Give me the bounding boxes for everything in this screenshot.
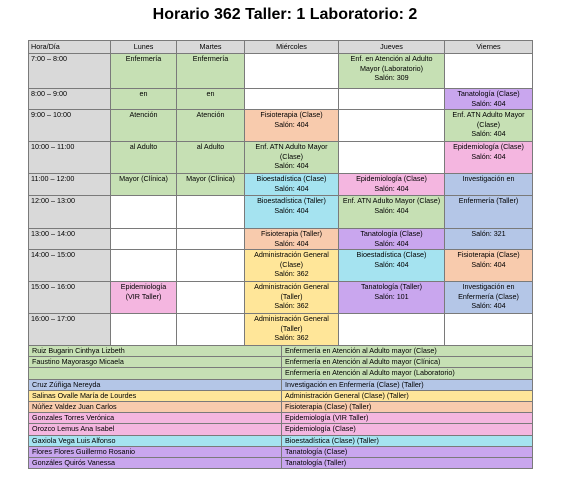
empty-cell [177,229,245,250]
class-cell: Fisioterapia (Taller) Salón: 404 [245,229,339,250]
time-slot: 14:00 – 15:00 [29,250,111,282]
teacher-legend-table [28,345,533,469]
schedule-row [29,174,533,196]
class-cell: Mayor (Clínica) [111,174,177,196]
time-slot: 12:00 – 13:00 [29,196,111,229]
class-cell: Fisioterapia (Clase) Salón: 404 [245,110,339,142]
class-cell: Administración General (Taller) Salón: 362 [245,314,339,346]
class-cell: Enf. ATN Adulto Mayor (Clase) Salón: 404 [339,196,445,229]
teacher-name: Cruz Zúñiga Nereyda [29,379,282,390]
empty-cell [339,142,445,174]
empty-cell [111,196,177,229]
teacher-name: Gaxiola Vega Luis Alfonso [29,435,282,446]
teacher-name [29,368,282,379]
legend-row [29,458,533,469]
class-cell: Bioestadística (Clase) Salón: 404 [339,250,445,282]
schedule-table [28,40,533,346]
class-cell: Tanatología (Clase) Salón: 404 [339,229,445,250]
class-cell: Enfermería [177,54,245,89]
legend-row [29,424,533,435]
empty-cell [177,196,245,229]
class-cell: Atención [111,110,177,142]
teacher-name: Salinas Ovalle María de Lourdes [29,390,282,401]
legend-row [29,413,533,424]
teacher-name: Faustino Mayorasgo Micaela [29,357,282,368]
empty-cell [177,250,245,282]
class-cell: Enf. ATN Adulto Mayor (Clase) Salón: 404 [245,142,339,174]
schedule-row [29,89,533,110]
teacher-name: Gonzáles Quirós Vanessa [29,458,282,469]
time-slot: 11:00 – 12:00 [29,174,111,196]
schedule-header-row [29,41,533,54]
class-cell: Enf. ATN Adulto Mayor (Clase) Salón: 404 [445,110,533,142]
class-cell: al Adulto [111,142,177,174]
class-cell: Enf. en Atención al Adulto Mayor (Laboratorio) Salón: 309 [339,54,445,89]
teacher-name: Ruiz Bugarin Cinthya Lizbeth [29,346,282,357]
subject-name: Enfermería en Atención al Adulto mayor (Clínica) [282,357,533,368]
time-slot: 8:00 – 9:00 [29,89,111,110]
teacher-name: Orozco Lemus Ana Isabel [29,424,282,435]
class-cell: en [111,89,177,110]
time-slot: 15:00 – 16:00 [29,282,111,314]
class-cell: en [177,89,245,110]
class-cell: Tanatología (Taller) Salón: 101 [339,282,445,314]
subject-name: Tanatología (Clase) [282,446,533,457]
schedule-row [29,142,533,174]
subject-name: Enfermería en Atención al Adulto mayor (Clase) [282,346,533,357]
class-cell: Salón: 321 [445,229,533,250]
class-cell: Enfermería [111,54,177,89]
time-slot: 9:00 – 10:00 [29,110,111,142]
subject-name: Administración General (Clase) (Taller) [282,390,533,401]
empty-cell [111,250,177,282]
empty-cell [245,89,339,110]
teacher-name: Flores Flores Guillermo Rosanio [29,446,282,457]
time-slot: 7:00 – 8:00 [29,54,111,89]
empty-cell [111,229,177,250]
subject-name: Investigación en Enfermería (Clase) (Taller) [282,379,533,390]
class-cell: Tanatología (Clase) Salón: 404 [445,89,533,110]
legend-row [29,390,533,401]
legend-row [29,379,533,390]
header-day: Miércoles [245,41,339,54]
legend-row [29,368,533,379]
schedule-row [29,282,533,314]
subject-name: Epidemiología (VIR Taller) [282,413,533,424]
class-cell: Epidemiología (VIR Taller) [111,282,177,314]
empty-cell [245,54,339,89]
class-cell: Epidemiología (Clase) Salón: 404 [445,142,533,174]
class-cell: Bioestadística (Taller) Salón: 404 [245,196,339,229]
empty-cell [445,314,533,346]
class-cell: al Adulto [177,142,245,174]
class-cell: Investigación en Enfermería (Clase) Salón: 404 [445,282,533,314]
class-cell: Epidemiología (Clase) Salón: 404 [339,174,445,196]
empty-cell [339,110,445,142]
schedule-row [29,110,533,142]
teacher-name: Gonzales Torres Verónica [29,413,282,424]
legend-row [29,346,533,357]
empty-cell [339,89,445,110]
time-slot: 13:00 – 14:00 [29,229,111,250]
empty-cell [177,314,245,346]
subject-name: Bioestadística (Clase) (Taller) [282,435,533,446]
empty-cell [111,314,177,346]
subject-name: Epidemiología (Clase) [282,424,533,435]
teacher-name: Núñez Valdez Juan Carlos [29,402,282,413]
header-day: Lunes [111,41,177,54]
time-slot: 10:00 – 11:00 [29,142,111,174]
empty-cell [445,54,533,89]
header-day: Viernes [445,41,533,54]
class-cell: Atención [177,110,245,142]
class-cell: Fisioterapia (Clase) Salón: 404 [445,250,533,282]
class-cell: Bioestadística (Clase) Salón: 404 [245,174,339,196]
legend-row [29,357,533,368]
subject-name: Tanatología (Taller) [282,458,533,469]
class-cell: Mayor (Clínica) [177,174,245,196]
empty-cell [177,282,245,314]
time-slot: 16:00 – 17:00 [29,314,111,346]
subject-name: Fisioterapia (Clase) (Taller) [282,402,533,413]
schedule-row [29,314,533,346]
schedule-row [29,229,533,250]
legend-row [29,446,533,457]
header-day: Jueves [339,41,445,54]
class-cell: Investigación en [445,174,533,196]
empty-cell [339,314,445,346]
schedule-row [29,54,533,89]
page-title: Horario 362 Taller: 1 Laboratorio: 2 [152,6,418,23]
subject-name: Enfermería en Atención al Adulto mayor (Laboratorio) [282,368,533,379]
header-hour-day: Hora/Día [29,41,111,54]
legend-row [29,402,533,413]
header-day: Martes [177,41,245,54]
class-cell: Administración General (Taller) Salón: 362 [245,282,339,314]
schedule-row [29,250,533,282]
schedule-row [29,196,533,229]
class-cell: Enfermería (Taller) [445,196,533,229]
class-cell: Administración General (Clase) Salón: 362 [245,250,339,282]
legend-row [29,435,533,446]
